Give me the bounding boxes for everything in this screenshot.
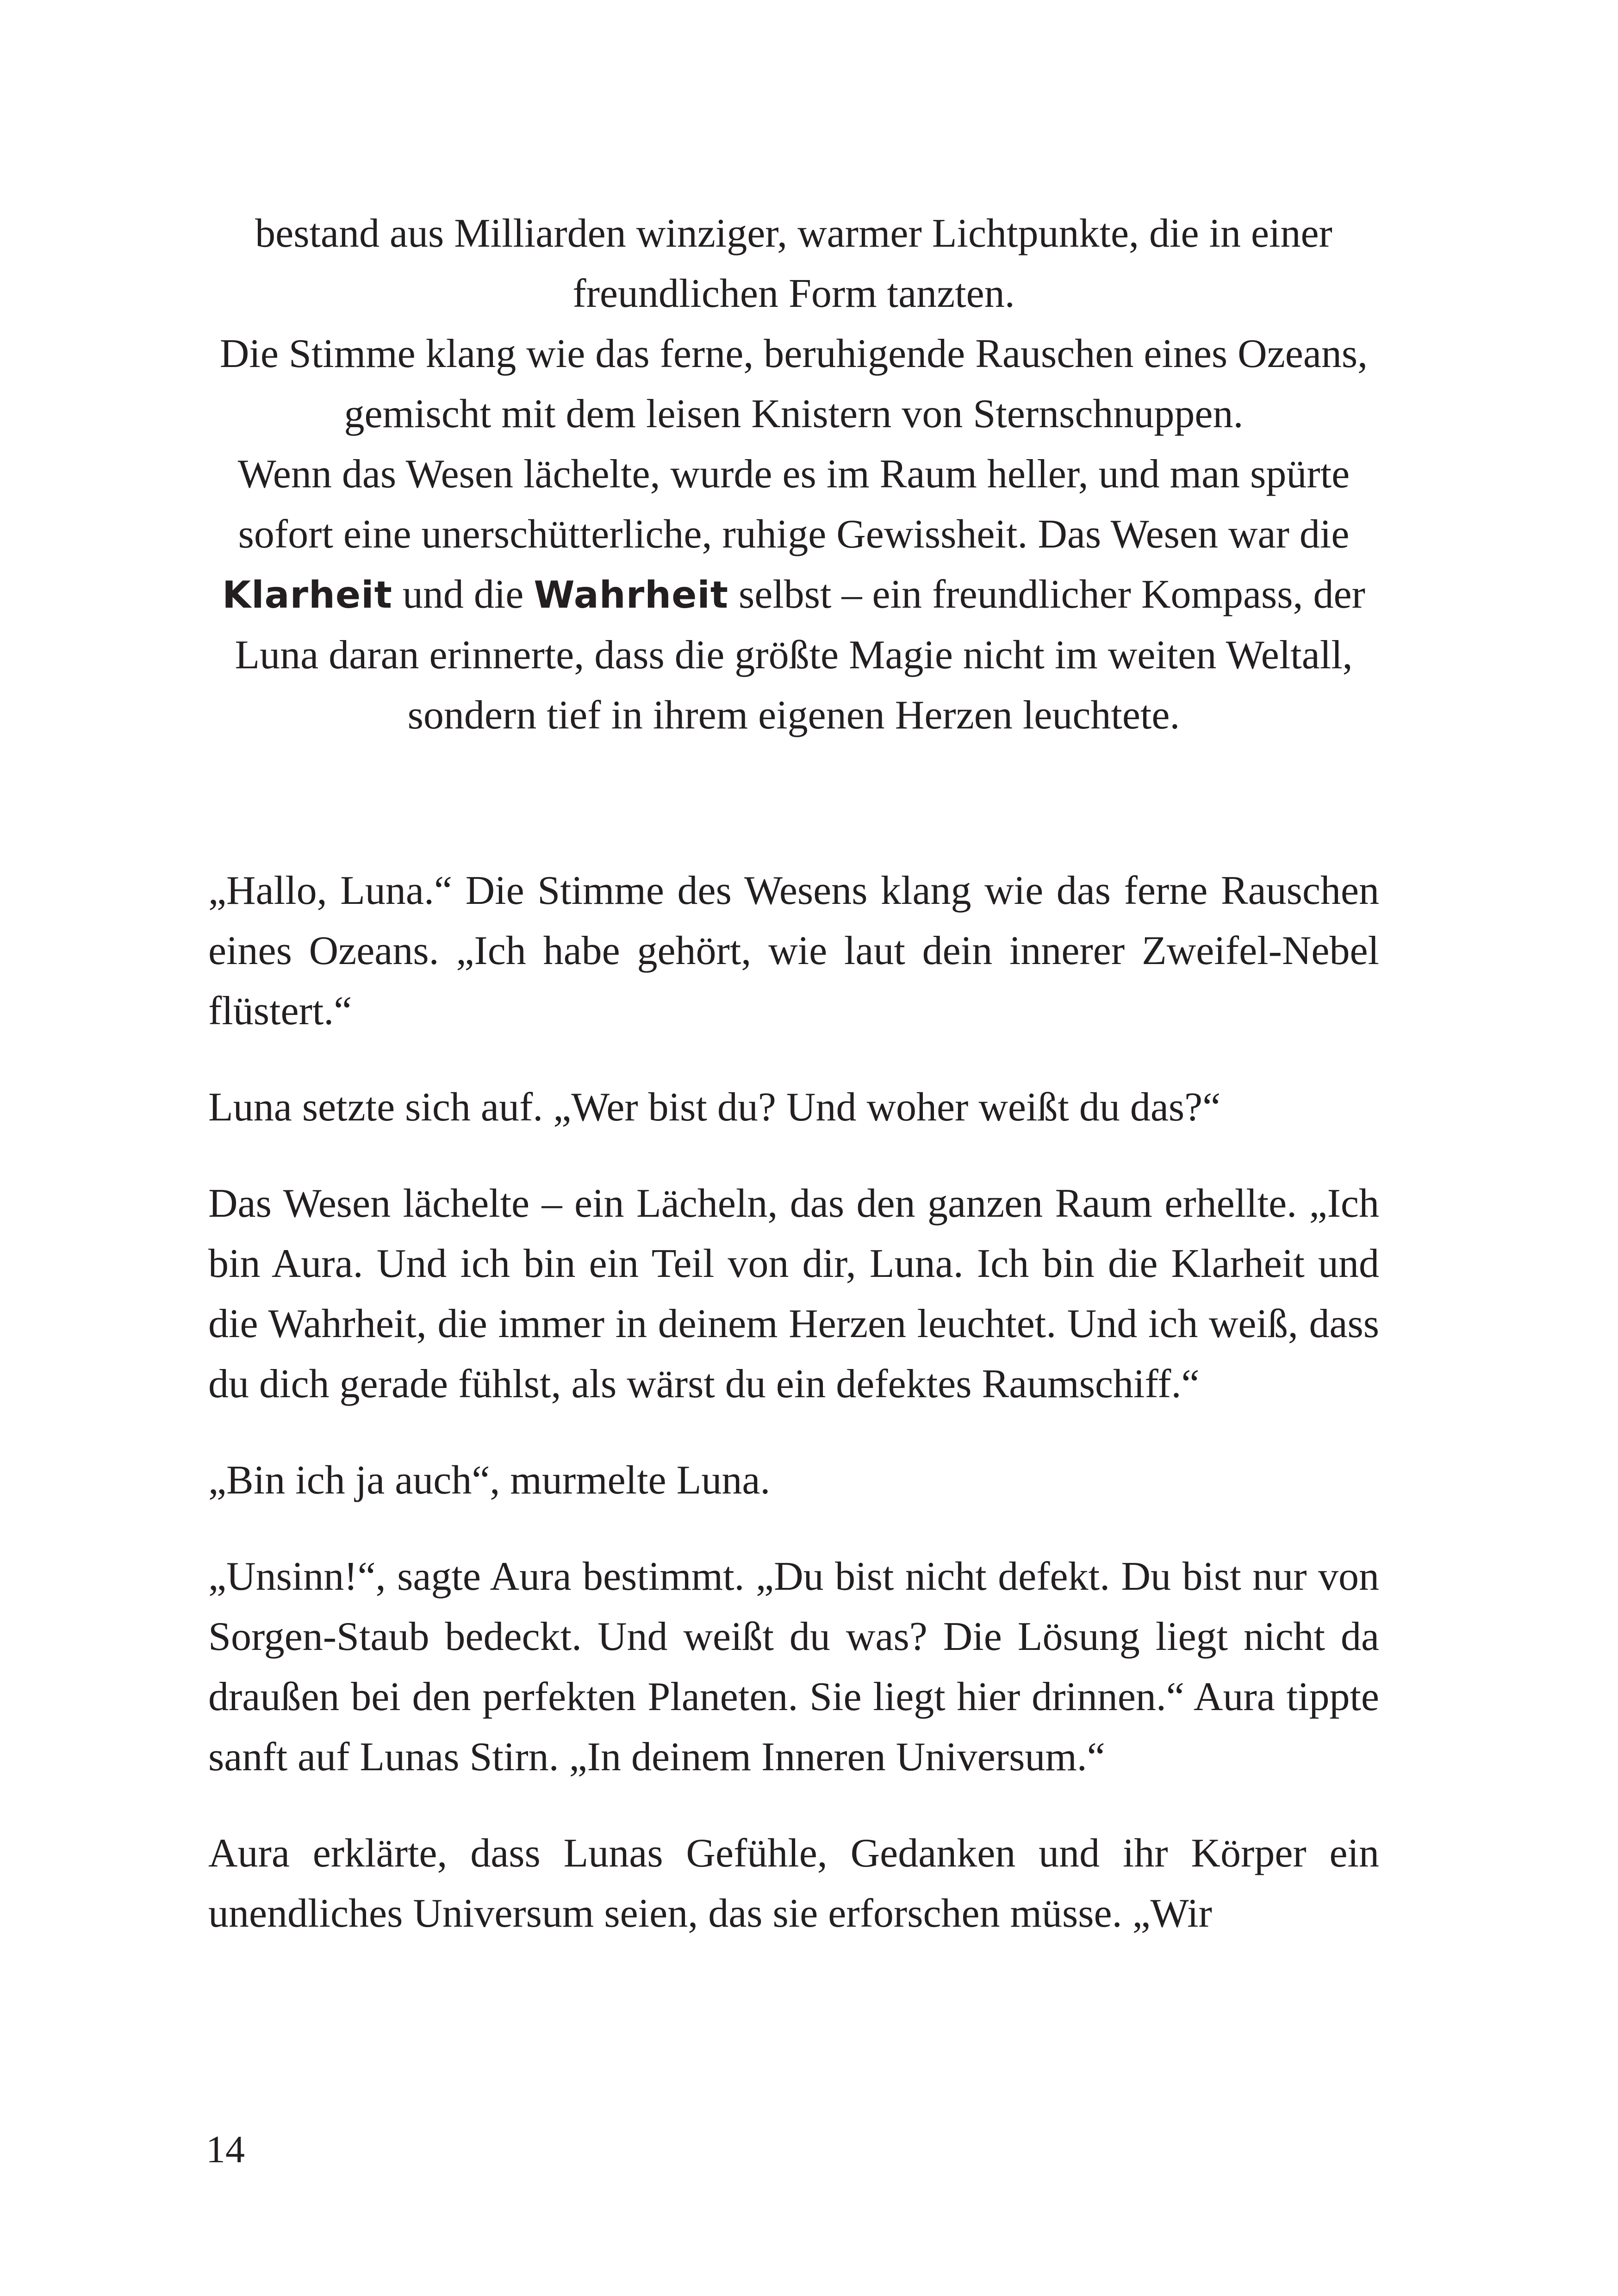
page-number: 14: [206, 2128, 245, 2171]
paragraph: Luna setzte sich auf. „Wer bist du? Und woher weißt du das?“: [208, 1085, 1221, 1130]
body-text: [208, 861, 1379, 1980]
paragraph: „Hallo, Luna.“ Die Stimme des Wesens klang wie das ferne Rauschen eines Ozeans. „Ich habe gehört, wie laut dein innerer Zweifel-Nebel flüstert.“: [208, 868, 1379, 1033]
intro-text-before: Wenn das Wesen lächelte, wurde es im Raum heller, und man spürte sofort eine unerschütterliche, ruhige Gewissheit. Das Wesen war die: [237, 452, 1350, 557]
paragraph: „Unsinn!“, sagte Aura bestimmt. „Du bist nicht defekt. Du bist nur von Sorgen-Staub bedeckt. Und weißt du was? Die Lösung liegt nicht da draußen bei den perfekten Planeten. Sie liegt hier drinnen.“ Aura tippte sanft auf Lunas Stirn. „In deinem Inneren Universum.“: [208, 1554, 1379, 1780]
intro-paragraph-3: [208, 444, 1379, 746]
bold-word-klarheit: Klarheit: [222, 573, 392, 616]
paragraph: Das Wesen lächelte – ein Lächeln, das den ganzen Raum erhellte. „Ich bin Aura. Und ich bin ein Teil von dir, Luna. Ich bin die Klarheit und die Wahrheit, die immer in deinem Herzen leuchtet. Und ich weiß, dass du dich gerade fühlst, als wärst du ein defektes Raumschiff.“: [208, 1181, 1379, 1406]
intro-paragraph-2: Die Stimme klang wie das ferne, beruhigende Rauschen eines Ozeans, gemischt mit dem leisen Knistern von Sternschnuppen.: [219, 331, 1368, 436]
bold-word-wahrheit: Wahrheit: [534, 573, 729, 616]
paragraph: Aura erklärte, dass Lunas Gefühle, Gedanken und ihr Körper ein unendliches Universum seien, das sie erforschen müsse. „Wir: [208, 1831, 1379, 1936]
paragraph: „Bin ich ja auch“, murmelte Luna.: [208, 1458, 771, 1503]
intro-text-after: selbst – ein freundlicher Kompass, der Luna daran erinnerte, dass die größte Magie nicht im weiten Weltall, sondern tief in ihrem eigenen Herzen leuchtete.: [235, 572, 1365, 738]
centered-intro: [208, 204, 1379, 746]
intro-text-middle: und die: [392, 572, 534, 617]
intro-paragraph-1: bestand aus Milliarden winziger, warmer Lichtpunkte, die in einer freundlichen Form tanzten.: [255, 211, 1332, 316]
